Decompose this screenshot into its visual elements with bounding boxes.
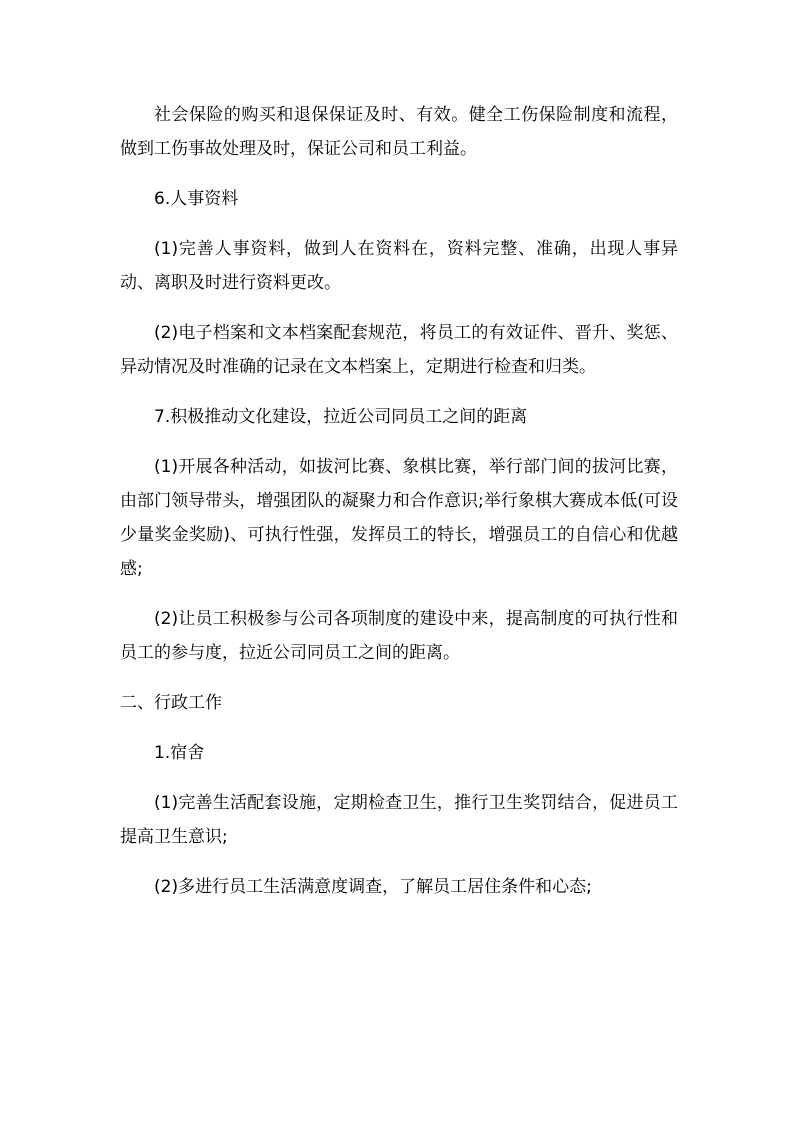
paragraph-culture-building-2: (2)让员工积极参与公司各项制度的建设中来，提高制度的可执行性和员工的参与度，拉近公司同员工之间的距离。 <box>120 609 678 663</box>
paragraph-dormitory-2: (2)多进行员工生活满意度调查，了解员工居住条件和心态; <box>154 877 592 897</box>
paragraph-dormitory-1: (1)完善生活配套设施，定期检查卫生，推行卫生奖罚结合，促进员工提高卫生意识; <box>120 793 678 847</box>
document-body <box>120 98 678 920</box>
paragraph-personnel-records-1: (1)完善人事资料，做到人在资料在，资料完整、准确，出现人事异动、离职及时进行资料更改。 <box>120 239 678 293</box>
section-heading-admin-work: 二、行政工作 <box>120 693 222 713</box>
paragraph-personnel-records-2: (2)电子档案和文本档案配套规范，将员工的有效证件、晋升、奖惩、异动情况及时准确的记录在文本档案上，定期进行检查和归类。 <box>120 323 678 377</box>
paragraph-social-insurance: 社会保险的购买和退保保证及时、有效。健全工伤保险制度和流程，做到工伤事故处理及时，保证公司和员工利益。 <box>120 105 678 159</box>
heading-personnel-records: 6.人事资料 <box>154 189 239 209</box>
heading-culture-building: 7.积极推动文化建设，拉近公司同员工之间的距离 <box>154 407 528 427</box>
heading-dormitory: 1.宿舍 <box>154 743 205 763</box>
paragraph-culture-building-1: (1)开展各种活动，如拔河比赛、象棋比赛，举行部门间的拔河比赛，由部门领导带头，增强团队的凝聚力和合作意识;举行象棋大赛成本低(可设少量奖金奖励)、可执行性强，发挥员工的特长，增强员工的自信心和优越感; <box>120 457 678 579</box>
